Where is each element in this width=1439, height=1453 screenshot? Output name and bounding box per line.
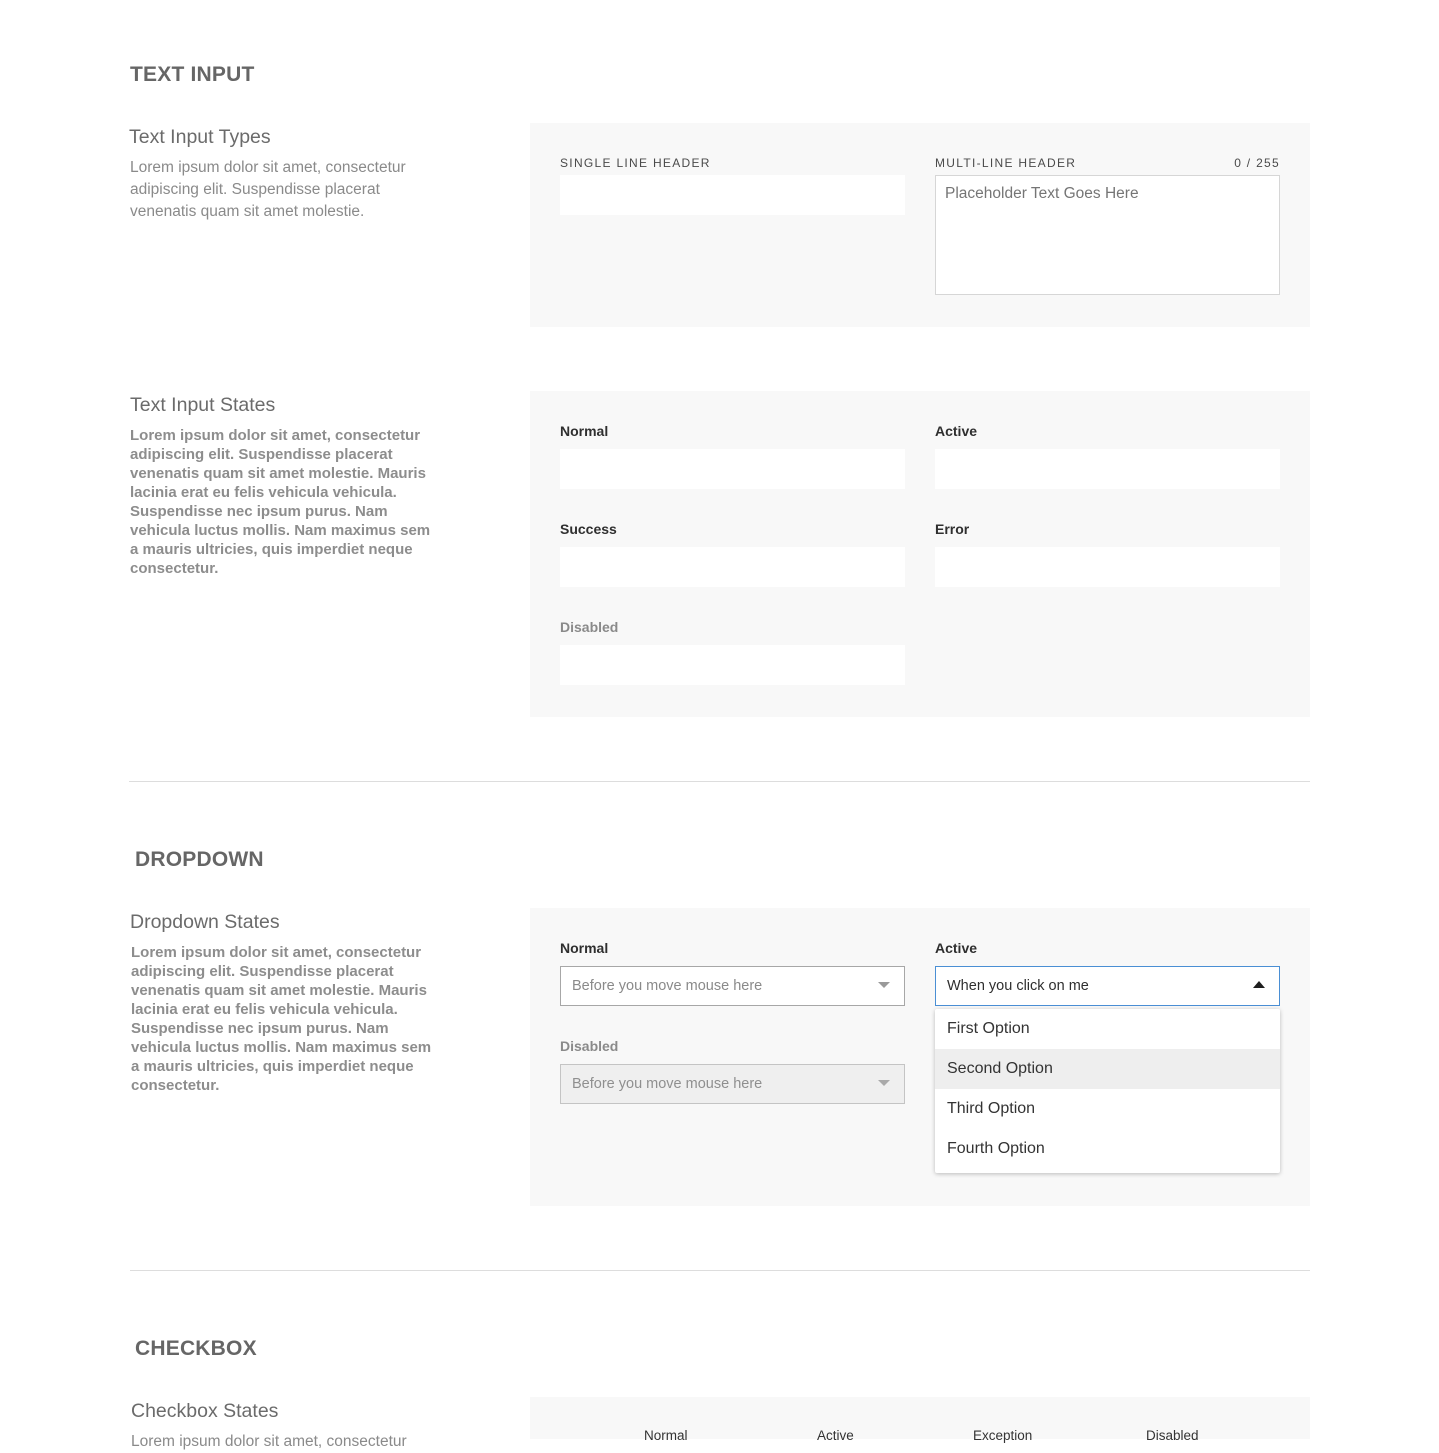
checkbox-col-disabled: Disabled xyxy=(1146,1428,1199,1443)
caret-down-icon xyxy=(878,982,890,988)
normal-state-label: Normal xyxy=(560,423,609,439)
caret-up-icon[interactable] xyxy=(1253,981,1265,988)
checkbox-states-title: Checkbox States xyxy=(131,1400,279,1422)
section-title-dropdown: DROPDOWN xyxy=(135,848,264,871)
success-state-input[interactable] xyxy=(560,547,905,587)
active-state-label: Active xyxy=(935,423,978,439)
checkbox-states-description: Lorem ipsum dolor sit amet, consectetur xyxy=(131,1433,407,1450)
caret-down-icon xyxy=(878,1080,890,1086)
section-title-checkbox: CHECKBOX xyxy=(135,1337,257,1360)
dropdown-option-first[interactable]: First Option xyxy=(947,1020,1030,1037)
text-input-types-title: Text Input Types xyxy=(129,126,271,148)
character-counter: 0 / 255 xyxy=(1234,156,1280,170)
checkbox-col-normal: Normal xyxy=(644,1428,688,1443)
normal-state-input[interactable] xyxy=(560,449,905,489)
multi-line-header-label: MULTI-LINE HEADER xyxy=(935,156,1077,170)
dropdown-states-description: Lorem ipsum dolor sit amet, consectetur adipiscing elit. Suspendisse placerat venenatis quam sit amet molestie. Mauris lacinia erat eu felis vehicula vehicula. Suspendisse nec ipsum purus. Nam vehicula luctus mollis. Nam maximus sem a mauris ultricies, quis imperdiet neque consectetur. xyxy=(131,944,432,1094)
dropdown-options-menu xyxy=(935,1009,1280,1173)
section-title-text-input: TEXT INPUT xyxy=(130,63,255,86)
active-state-input[interactable] xyxy=(935,449,1280,489)
dropdown-active-select[interactable] xyxy=(935,966,1280,1006)
dropdown-option-second[interactable]: Second Option xyxy=(935,1049,1280,1089)
dropdown-normal-select[interactable] xyxy=(560,966,905,1006)
checkbox-col-exception: Exception xyxy=(973,1428,1033,1443)
single-line-header-label: SINGLE LINE HEADER xyxy=(560,156,711,170)
dropdown-states-title: Dropdown States xyxy=(130,911,280,933)
dropdown-option-fourth[interactable]: Fourth Option xyxy=(947,1140,1045,1157)
dropdown-disabled-value: Before you move mouse here xyxy=(572,1076,763,1092)
dropdown-option-third[interactable]: Third Option xyxy=(947,1100,1036,1117)
text-input-states-title: Text Input States xyxy=(130,394,276,416)
multi-line-textarea[interactable] xyxy=(935,175,1280,295)
dropdown-disabled-select xyxy=(560,1064,905,1104)
dropdown-active-value: When you click on me xyxy=(947,978,1089,994)
single-line-input[interactable] xyxy=(560,175,905,215)
text-input-states-description: Lorem ipsum dolor sit amet, consectetur adipiscing elit. Suspendisse placerat venenatis quam sit amet molestie. Mauris lacinia erat eu felis vehicula vehicula. Suspendisse nec ipsum purus. Nam vehicula luctus mollis. Nam maximus sem a mauris ultricies, quis imperdiet neque consectetur. xyxy=(130,427,431,577)
dropdown-active-label: Active xyxy=(935,940,978,956)
success-state-label: Success xyxy=(560,521,617,537)
dropdown-normal-label: Normal xyxy=(560,940,609,956)
disabled-state-label: Disabled xyxy=(560,619,619,635)
error-state-input[interactable] xyxy=(935,547,1280,587)
disabled-state-input xyxy=(560,645,905,685)
error-state-label: Error xyxy=(935,521,970,537)
section-divider xyxy=(130,1270,1310,1271)
text-input-types-description: Lorem ipsum dolor sit amet, consectetur adipiscing elit. Suspendisse placerat venenatis quam sit amet molestie. xyxy=(130,159,406,220)
section-divider xyxy=(129,781,1310,782)
checkbox-col-active: Active xyxy=(817,1428,854,1443)
dropdown-normal-value: Before you move mouse here xyxy=(572,978,763,994)
dropdown-disabled-label: Disabled xyxy=(560,1038,619,1054)
